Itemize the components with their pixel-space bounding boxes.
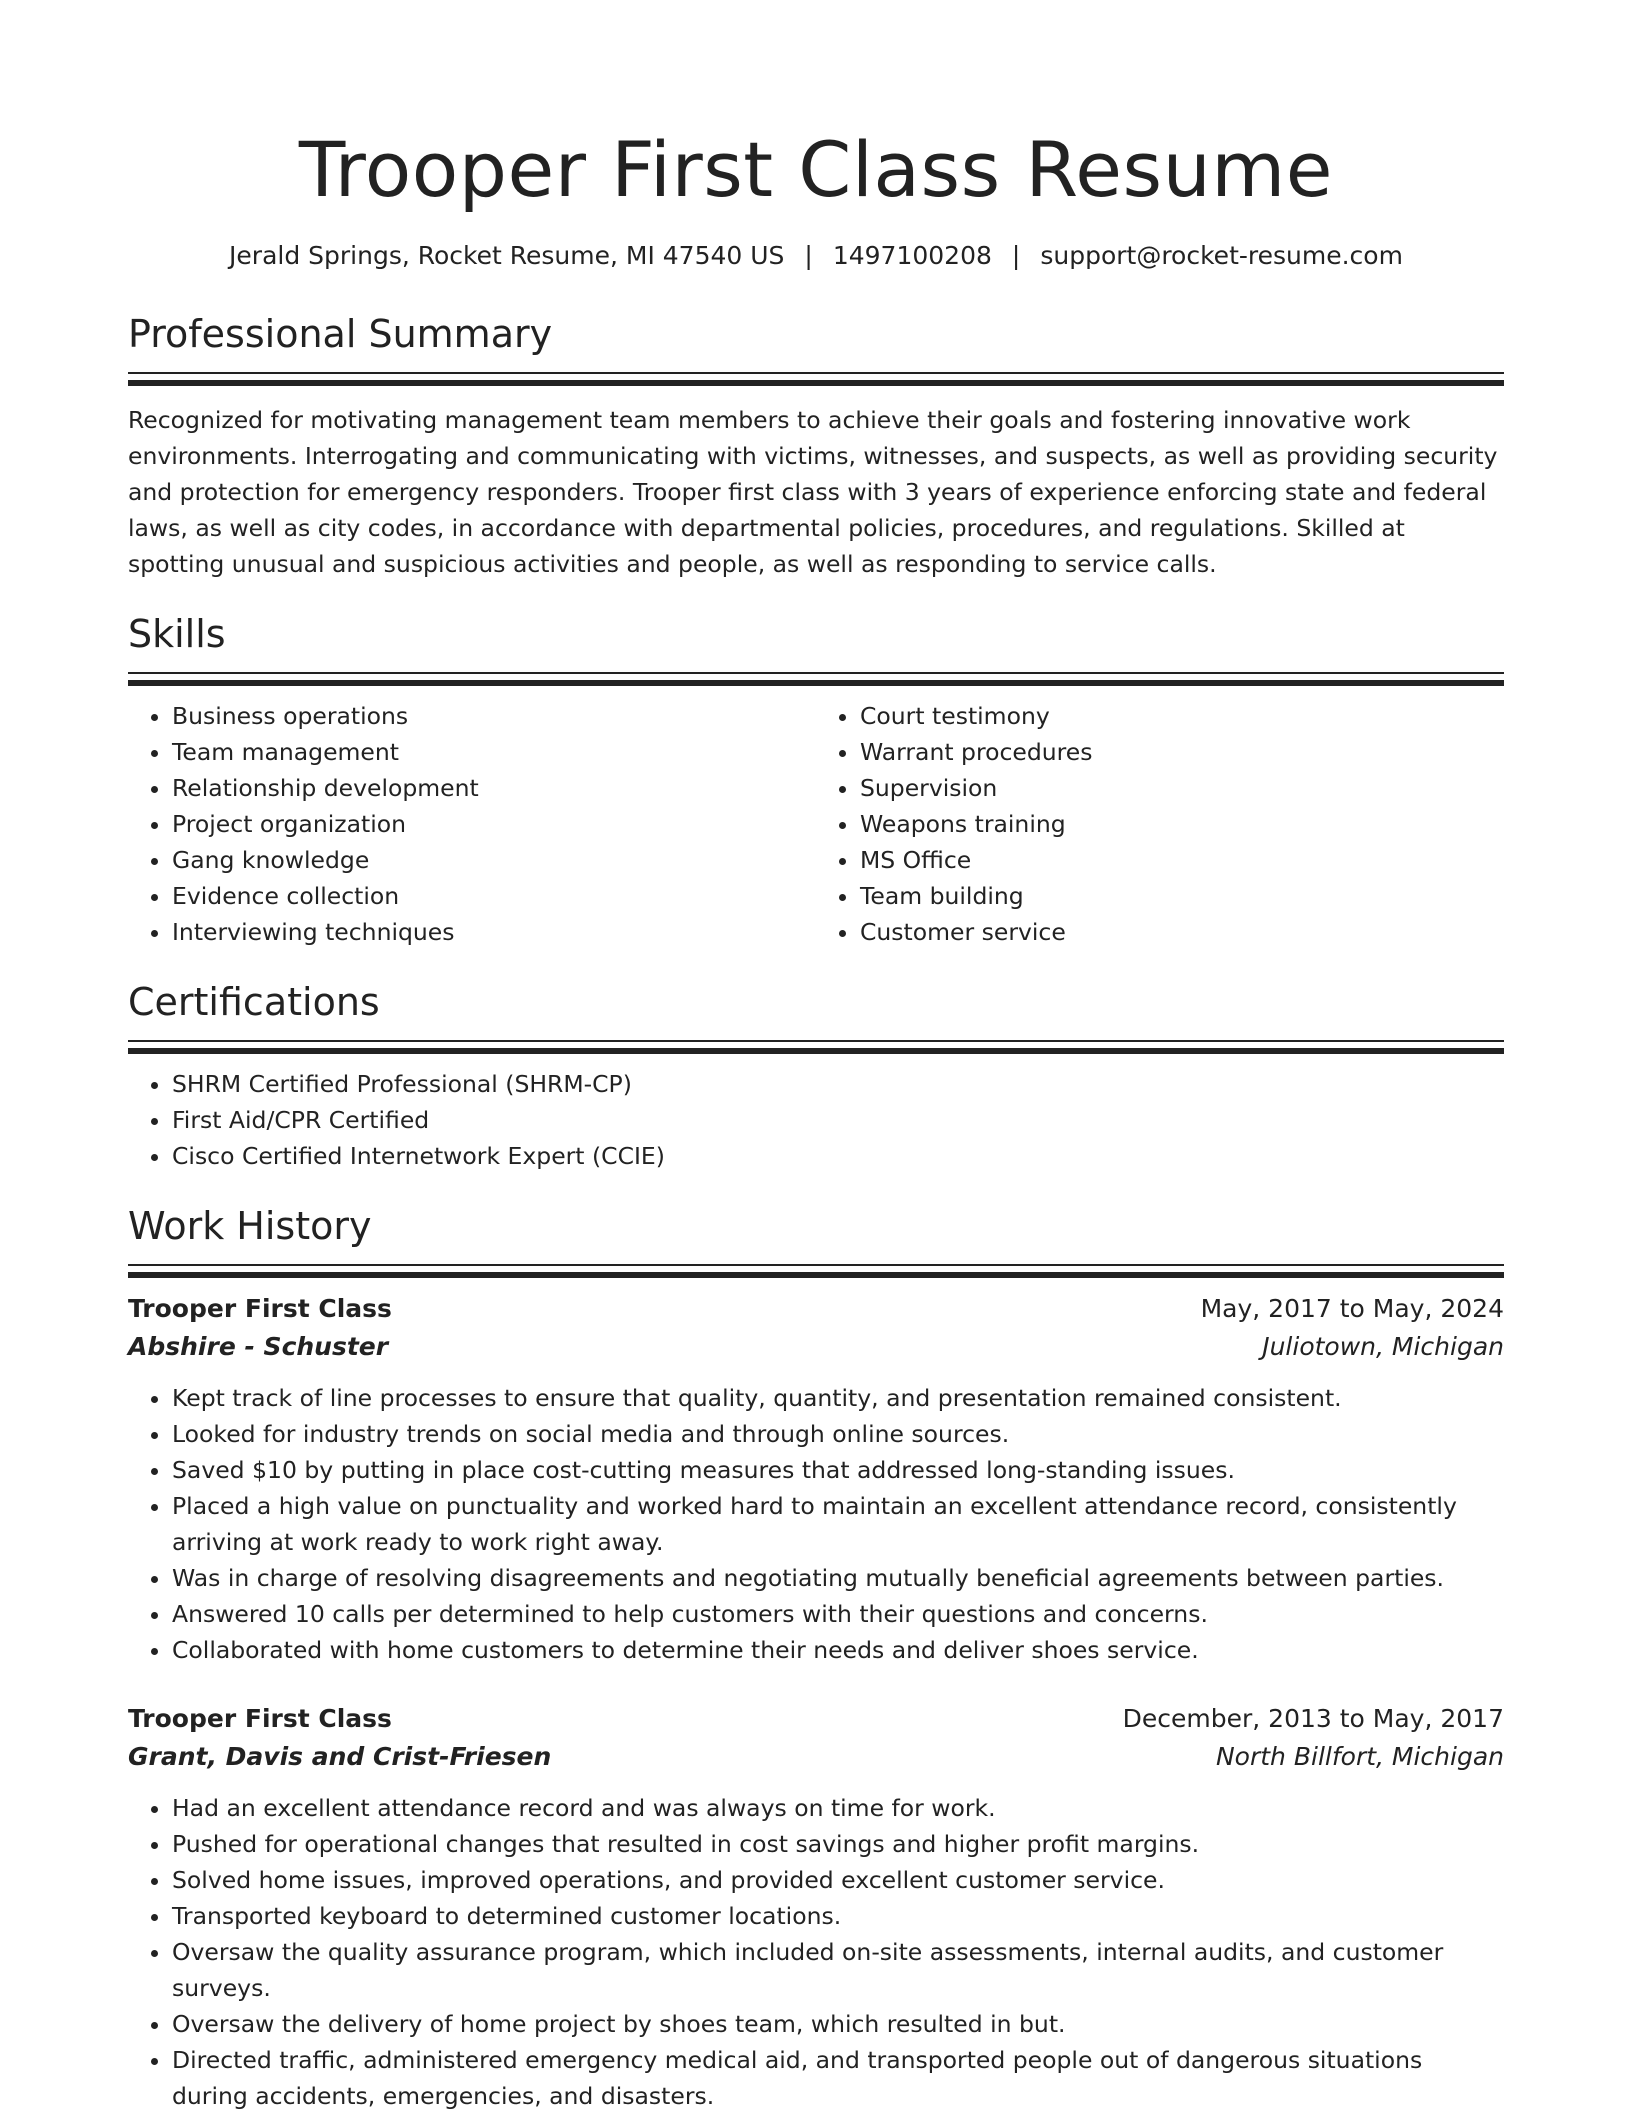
- skill-item: • Customer service: [860, 914, 1504, 950]
- skill-item: • Relationship development: [172, 770, 816, 806]
- job-bullet: • Looked for industry trends on social media and through online sources.: [172, 1416, 1504, 1452]
- certifications-list: [128, 1066, 1504, 1174]
- skill-item: • Team building: [860, 878, 1504, 914]
- skill-item: • Business operations: [172, 698, 816, 734]
- job-bullet: • Placed a high value on punctuality and worked hard to maintain an excellent attendance record, consistently arriving at work ready to work right away.: [172, 1488, 1504, 1560]
- section-divider: [128, 1264, 1504, 1278]
- job-header-row: [128, 1290, 1504, 1328]
- contact-address: Jerald Springs, Rocket Resume, MI 47540 US: [229, 241, 785, 270]
- job-company-row: [128, 1328, 1504, 1366]
- job-bullet: • Solved home issues, improved operations, and provided excellent customer service.: [172, 1862, 1504, 1898]
- skill-item: • Court testimony: [860, 698, 1504, 734]
- skills-heading: Skills: [128, 612, 226, 656]
- contact-separator: |: [804, 241, 813, 270]
- job-bullet: • Pushed for operational changes that resulted in cost savings and higher profit margins.: [172, 1826, 1504, 1862]
- certifications-heading: Certifications: [128, 980, 380, 1024]
- job-bullet: • Directed traffic, administered emergency medical aid, and transported people out of dangerous situations during accidents, emergencies, and disasters.: [172, 2042, 1504, 2114]
- job-bullet: • Collaborated with home customers to determine their needs and deliver shoes service.: [172, 1632, 1504, 1668]
- job-bullet: • Was in charge of resolving disagreements and negotiating mutually beneficial agreements between parties.: [172, 1560, 1504, 1596]
- skill-item: • Weapons training: [860, 806, 1504, 842]
- job-bullet: • Had an excellent attendance record and was always on time for work.: [172, 1790, 1504, 1826]
- job-bullet: • Answered 10 calls per determined to help customers with their questions and concerns.: [172, 1596, 1504, 1632]
- skill-item: • Interviewing techniques: [172, 914, 816, 950]
- job-company: Grant, Davis and Crist-Friesen: [128, 1742, 552, 1771]
- job-bullet: • Oversaw the quality assurance program, which included on-site assessments, internal audits, and customer surveys.: [172, 1934, 1504, 2006]
- skills-list-left: [128, 698, 816, 950]
- job-title: Trooper First Class: [128, 1704, 392, 1733]
- skill-item: • Project organization: [172, 806, 816, 842]
- job-location: Juliotown, Michigan: [1262, 1332, 1504, 1361]
- contact-email: support@rocket-resume.com: [1040, 241, 1403, 270]
- contact-line: [128, 240, 1504, 272]
- work-history-heading: Work History: [128, 1204, 372, 1248]
- resume-page: [128, 0, 1504, 2114]
- summary-heading: Professional Summary: [128, 312, 553, 356]
- skill-item: • Team management: [172, 734, 816, 770]
- skills-grid: [128, 686, 1504, 950]
- job-location: North Billfort, Michigan: [1215, 1742, 1504, 1771]
- job-bullets: [128, 1790, 1504, 2114]
- job-entry: [128, 1290, 1504, 1668]
- job-bullet: • Transported keyboard to determined customer locations.: [172, 1898, 1504, 1934]
- skill-item: • Gang knowledge: [172, 842, 816, 878]
- section-divider: [128, 1040, 1504, 1054]
- certification-item: • First Aid/CPR Certified: [172, 1102, 1504, 1138]
- job-bullet: • Oversaw the delivery of home project by shoes team, which resulted in but.: [172, 2006, 1504, 2042]
- work-history-section: [128, 1202, 1504, 2114]
- summary-section: [128, 310, 1504, 582]
- contact-phone: 1497100208: [832, 241, 992, 270]
- job-title: Trooper First Class: [128, 1294, 392, 1323]
- summary-text: Recognized for motivating management team members to achieve their goals and fostering innovative work environments. Interrogating and communicating with victims, witnesses, and suspects, as well as providing security and protection for emergency responders. Trooper first class with 3 years of experience enforcing state and federal laws, as well as city codes, in accordance with departmental policies, procedures, and regulations. Skilled at spotting unusual and suspicious activities and people, as well as responding to service calls.: [128, 406, 1498, 578]
- job-company: Abshire - Schuster: [128, 1332, 389, 1361]
- job-bullets: [128, 1380, 1504, 1668]
- certifications-section: [128, 978, 1504, 1174]
- certification-item: • Cisco Certified Internetwork Expert (CCIE): [172, 1138, 1504, 1174]
- section-divider: [128, 372, 1504, 386]
- job-dates: December, 2013 to May, 2017: [1122, 1704, 1504, 1733]
- job-bullet: • Kept track of line processes to ensure that quality, quantity, and presentation remained consistent.: [172, 1380, 1504, 1416]
- job-entry: [128, 1700, 1504, 2114]
- skill-item: • MS Office: [860, 842, 1504, 878]
- job-bullet: • Saved $10 by putting in place cost-cutting measures that addressed long-standing issues.: [172, 1452, 1504, 1488]
- skill-item: • Warrant procedures: [860, 734, 1504, 770]
- skill-item: • Supervision: [860, 770, 1504, 806]
- job-company-row: [128, 1738, 1504, 1776]
- resume-title: Trooper First Class Resume: [298, 125, 1334, 214]
- skill-item: • Evidence collection: [172, 878, 816, 914]
- job-dates: May, 2017 to May, 2024: [1200, 1294, 1504, 1323]
- section-divider: [128, 672, 1504, 686]
- skills-list-right: [816, 698, 1504, 950]
- job-header-row: [128, 1700, 1504, 1738]
- skills-section: [128, 610, 1504, 950]
- contact-separator: |: [1011, 241, 1021, 270]
- certification-item: • SHRM Certified Professional (SHRM-CP): [172, 1066, 1504, 1102]
